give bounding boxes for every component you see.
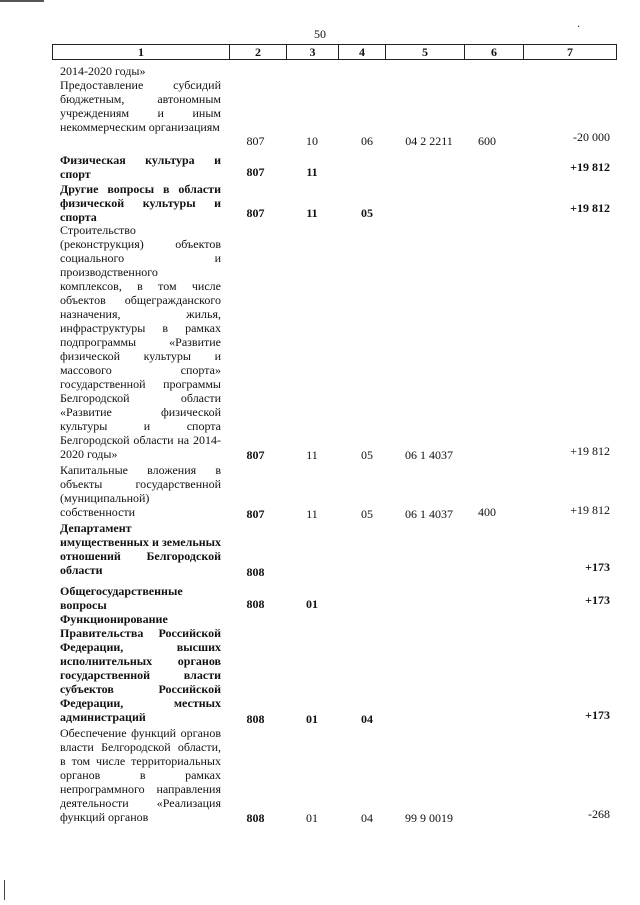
cell-amount: +173 <box>585 560 610 574</box>
cell-target-item: 06 1 4037 <box>405 448 453 462</box>
row-description: Общегосударственные вопросы <box>60 584 183 612</box>
row-description: 2014-2020 годы» Предоставление субсидий бюджетным, автономным учреждениям и иным некоммерческим организациям <box>60 64 221 134</box>
cell-target-item: 04 2 2211 <box>405 134 453 148</box>
cell-section: 11 <box>306 448 318 462</box>
cell-section: 01 <box>306 597 318 611</box>
cell-target-item: 99 9 0019 <box>405 811 453 825</box>
cell-subsection: 05 <box>361 448 373 462</box>
cell-subsection: 04 <box>361 712 373 726</box>
header-col-2: 2 <box>230 45 287 59</box>
row-description: Функционирование Правительства Российской Федерации, высших исполнительных органов государственной власти субъектов Российской Федерации, местных администраций <box>60 612 221 724</box>
cell-subsection: 04 <box>361 811 373 825</box>
cell-section: 11 <box>306 165 318 179</box>
cell-section: 11 <box>306 206 318 220</box>
cell-expense-type: 600 <box>478 134 496 148</box>
row-description: Физическая культура и спорт <box>60 153 221 181</box>
cell-ministry-code: 807 <box>246 134 265 148</box>
cell-amount: +19 812 <box>570 444 610 458</box>
scan-edge-mark <box>0 0 44 2</box>
row-description: Строительство (реконструкция) объектов социального и производственного комплексов, в том числе объектов общегражданского назначения, жилья, инфраструктуры в рамках подпрограммы «Развитие физической культуры и массового спорта» государственной программы Белгородской области «Развитие физической культуры и спорта Белгородской области на 2014-2020 годы» <box>60 223 221 461</box>
scan-edge-tick <box>4 880 5 900</box>
table-header <box>52 44 617 60</box>
cell-amount: +173 <box>585 593 610 607</box>
cell-section: 10 <box>306 134 318 148</box>
cell-target-item: 06 1 4037 <box>405 507 453 521</box>
scan-dot: · <box>577 22 581 33</box>
cell-expense-type: 400 <box>478 505 496 519</box>
cell-ministry-code: 808 <box>246 597 265 611</box>
cell-ministry-code: 807 <box>246 165 265 179</box>
cell-subsection: 05 <box>361 206 373 220</box>
row-description: Обеспечение функций органов власти Белгородской области, в том числе территориальных органов в рамках непрограммного направления деятельности «Реализация функций органов <box>60 726 221 824</box>
cell-ministry-code: 808 <box>246 811 265 825</box>
header-col-5: 5 <box>386 45 465 59</box>
header-col-6: 6 <box>465 45 524 59</box>
header-col-7: 7 <box>567 44 573 59</box>
cell-ministry-code: 807 <box>246 507 265 521</box>
header-col-4: 4 <box>339 45 386 59</box>
cell-section: 01 <box>306 712 318 726</box>
cell-amount: -268 <box>588 807 610 821</box>
cell-section: 01 <box>306 811 318 825</box>
page-number: 50 <box>314 27 326 41</box>
cell-ministry-code: 808 <box>246 565 265 579</box>
cell-ministry-code: 807 <box>246 206 265 220</box>
row-description: Другие вопросы в области физической культуры и спорта <box>60 182 221 224</box>
cell-ministry-code: 808 <box>246 712 265 726</box>
header-col-1: 1 <box>53 45 230 59</box>
cell-amount: +173 <box>585 708 610 722</box>
row-description: Департамент имущественных и земельных отношений Белгородской области <box>60 521 221 577</box>
cell-ministry-code: 807 <box>246 448 265 462</box>
cell-amount: -20 000 <box>573 130 610 144</box>
cell-amount: +19 812 <box>570 503 610 517</box>
header-col-3: 3 <box>287 45 339 59</box>
cell-amount: +19 812 <box>570 201 610 215</box>
cell-subsection: 05 <box>361 507 373 521</box>
cell-section: 11 <box>306 507 318 521</box>
row-description: Капитальные вложения в объекты государственной (муниципальной) собственности <box>60 463 221 519</box>
cell-amount: +19 812 <box>570 160 610 174</box>
cell-subsection: 06 <box>361 134 373 148</box>
